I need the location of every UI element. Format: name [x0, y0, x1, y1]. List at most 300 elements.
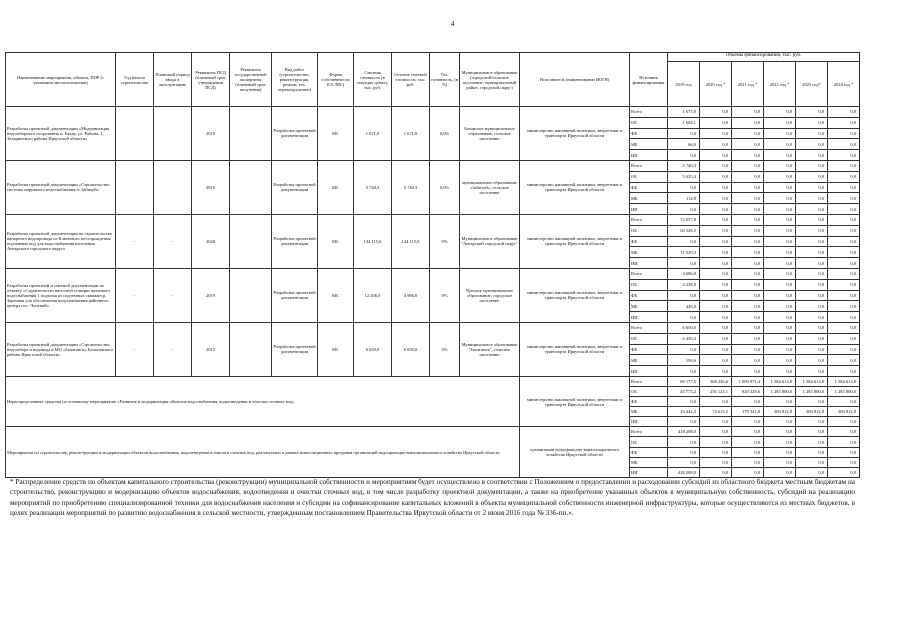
total-executor: министерство жилищной политики, энергетики и транспорта Иркутской области — [520, 376, 630, 426]
value-cell: 0,0 — [764, 312, 796, 323]
object-ownership: МС — [318, 160, 354, 214]
value-cell: 0,0 — [828, 247, 860, 258]
value-cell: 0,0 — [764, 279, 796, 290]
source-label: ИИ — [630, 366, 668, 377]
total-name: Мероприятия по строительству, реконструкции и модернизации объектов водоснабжения, водоотведения и очистки сточных вод, реализуемых в рамках инвестиционных программ организаций водопроводно-канализационного хозяйства Иркутской области — [6, 427, 520, 477]
object-executor: министерство жилищной политики, энергетики и транспорта Иркутской области — [520, 214, 630, 268]
value-cell: 1 584 612,8 — [796, 376, 828, 386]
header-commission: Плановый период ввода в эксплуатацию — [154, 53, 192, 107]
object-work-type: Разработка проектной документации — [272, 268, 318, 322]
value-cell: 0,0 — [828, 117, 860, 128]
value-cell: 0,0 — [700, 366, 732, 377]
object-remaining: 5 740,3 — [392, 160, 430, 214]
value-cell: 0,0 — [796, 171, 828, 182]
value-cell: 0,0 — [828, 366, 860, 377]
value-cell: 0,0 — [732, 279, 764, 290]
value-cell: 0,0 — [828, 279, 860, 290]
source-label: МБ — [630, 247, 668, 258]
value-cell: 300 812,8 — [764, 407, 796, 417]
value-cell: 0,0 — [828, 344, 860, 355]
value-cell: 0,0 — [796, 417, 828, 427]
value-cell: 0,0 — [764, 322, 796, 333]
value-cell: 0,0 — [700, 333, 732, 344]
value-cell: 0,0 — [764, 268, 796, 279]
object-readiness: 0% — [430, 268, 460, 322]
value-cell: 1 283 800,0 — [764, 387, 796, 397]
value-cell: 0,0 — [796, 258, 828, 269]
value-cell: 0,0 — [796, 236, 828, 247]
value-cell: 0,0 — [732, 312, 764, 323]
value-cell: 0,0 — [828, 417, 860, 427]
value-cell: 0,0 — [668, 344, 700, 355]
value-cell: 0,0 — [796, 290, 828, 301]
value-cell: 6 450,4 — [668, 333, 700, 344]
object-psd-year: 2019 — [192, 268, 230, 322]
value-cell: 0,0 — [828, 139, 860, 150]
object-remaining: 6 650,0 — [392, 322, 430, 376]
source-label: Всего — [630, 427, 668, 437]
source-label: Всего — [630, 107, 668, 118]
object-executor: министерство жилищной политики, энергетики и транспорта Иркутской области — [520, 107, 630, 161]
value-cell: 0,0 — [700, 312, 732, 323]
value-cell: 0,0 — [668, 128, 700, 139]
object-commission: - — [154, 214, 192, 268]
value-cell: 0,0 — [732, 290, 764, 301]
value-cell: 300 812,8 — [796, 407, 828, 417]
source-label: ОБ — [630, 387, 668, 397]
value-cell: 0,0 — [764, 417, 796, 427]
value-cell: 0,0 — [796, 312, 828, 323]
value-cell: 0,0 — [764, 160, 796, 171]
value-cell: 0,0 — [732, 182, 764, 193]
value-cell: 0,0 — [764, 457, 796, 467]
source-label: МБ — [630, 193, 668, 204]
value-cell: 0,0 — [796, 247, 828, 258]
value-cell: 256 121,1 — [700, 387, 732, 397]
object-expertise — [230, 268, 272, 322]
object-start-year: - — [116, 268, 154, 322]
object-psd-year: 2019 — [192, 107, 230, 161]
object-executor: министерство жилищной политики, энергетики и транспорта Иркутской области — [520, 322, 630, 376]
value-cell: 0,0 — [828, 236, 860, 247]
value-cell: 0,0 — [828, 301, 860, 312]
object-readiness: 0,0% — [430, 107, 460, 161]
value-cell: 0,0 — [700, 417, 732, 427]
value-cell: 0,0 — [700, 171, 732, 182]
value-cell: 0,0 — [668, 447, 700, 457]
object-cost: 1 671,0 — [354, 107, 392, 161]
object-mo: Муниципальное образование "Балаганск", сельское поселение — [460, 322, 520, 376]
value-cell: 0,0 — [828, 355, 860, 366]
value-cell: 0,0 — [732, 437, 764, 447]
value-cell: 0,0 — [764, 139, 796, 150]
value-cell: 0,0 — [796, 333, 828, 344]
object-commission: - — [154, 322, 192, 376]
value-cell: 0,0 — [700, 258, 732, 269]
object-name: Разработка проектной документации «Строительство водозабора и водовода в МО «Балаганск» Балаганского района Иркутской области» — [6, 322, 116, 376]
header-remaining: Остаток сметной стоимости, тыс. руб. — [392, 53, 430, 107]
header-start-year: Год начала строительства — [116, 53, 154, 107]
object-mo: муниципальное образование «Забитуй», сельское поселение — [460, 160, 520, 214]
object-work-type: Разработка проектной документации — [272, 322, 318, 376]
value-cell: 72 057,8 — [668, 214, 700, 225]
value-cell: 0,0 — [700, 427, 732, 437]
value-cell: 0,0 — [668, 258, 700, 269]
object-work-type: Разработка проектной документации — [272, 160, 318, 214]
value-cell: 0,0 — [796, 427, 828, 437]
object-name: Разработка проектной и сметной документации по объекту «Строительство насосной станции питьевого водоснабжения 1 подъема из подземных скважин р. Заречная для обеспечения водоснабжения районного центра пос. Чунский» — [6, 268, 116, 322]
page-number: 4 — [450, 20, 455, 28]
value-cell: 0,0 — [796, 204, 828, 215]
value-cell: 0,0 — [700, 344, 732, 355]
value-cell: 0,0 — [796, 437, 828, 447]
object-psd-year: 2015 — [192, 322, 230, 376]
value-cell: 0,0 — [700, 247, 732, 258]
header-year-2024: 2024 год * — [828, 62, 860, 107]
value-cell: 0,0 — [764, 107, 796, 118]
source-label: ФБ — [630, 236, 668, 247]
header-executor: Исполнитель (наименование ИОГВ) — [520, 53, 630, 107]
header-volumes: Объемы финансирования, тыс. руб. — [668, 53, 860, 62]
source-label: ОБ — [630, 171, 668, 182]
value-cell: 114,9 — [668, 193, 700, 204]
value-cell: 23 444,3 — [668, 407, 700, 417]
value-cell: 0,0 — [668, 290, 700, 301]
source-label: МБ — [630, 301, 668, 312]
source-label: ОБ — [630, 279, 668, 290]
table-row — [6, 376, 860, 386]
value-cell: 0,0 — [764, 467, 796, 477]
header-year-2021: 2021 год * — [732, 62, 764, 107]
table-row — [6, 322, 860, 333]
value-cell: 0,0 — [700, 437, 732, 447]
value-cell: 0,0 — [828, 312, 860, 323]
object-start-year — [116, 160, 154, 214]
value-cell: 0,0 — [732, 467, 764, 477]
value-cell: 5 740,3 — [668, 160, 700, 171]
value-cell: 0,0 — [764, 447, 796, 457]
total-name: Нераспределенные средства по основному мероприятию «Развитие и модернизация объектов водоснабжения, водоотведения и очистки сточных вод» — [6, 376, 520, 426]
value-cell: 368 236,6 — [700, 376, 732, 386]
value-cell: 0,0 — [796, 150, 828, 161]
value-cell: 0,0 — [732, 258, 764, 269]
value-cell: 0,0 — [764, 117, 796, 128]
value-cell: 0,0 — [764, 247, 796, 258]
source-label: ФБ — [630, 397, 668, 407]
value-cell: 1 009 971,4 — [732, 376, 764, 386]
value-cell: 0,0 — [764, 225, 796, 236]
financing-table — [5, 52, 860, 478]
object-expertise — [230, 322, 272, 376]
value-cell: 0,0 — [764, 258, 796, 269]
value-cell: 0,0 — [732, 344, 764, 355]
source-label: ИИ — [630, 312, 668, 323]
object-cost: 12 206,0 — [354, 268, 392, 322]
value-cell: 0,0 — [700, 279, 732, 290]
object-start-year — [116, 107, 154, 161]
value-cell: 0,0 — [764, 397, 796, 407]
value-cell: 0,0 — [700, 236, 732, 247]
object-commission — [154, 160, 192, 214]
value-cell: 0,0 — [828, 467, 860, 477]
value-cell: 0,0 — [796, 301, 828, 312]
value-cell: 0,0 — [764, 344, 796, 355]
value-cell: 0,0 — [764, 437, 796, 447]
object-expertise — [230, 214, 272, 268]
value-cell: 0,0 — [700, 225, 732, 236]
value-cell: 0,0 — [732, 397, 764, 407]
source-label: МБ — [630, 139, 668, 150]
value-cell: 0,0 — [732, 333, 764, 344]
value-cell: 0,0 — [732, 214, 764, 225]
value-cell: 0,0 — [700, 457, 732, 467]
value-cell: 0,0 — [700, 301, 732, 312]
value-cell: 5 625,4 — [668, 171, 700, 182]
source-label: Всего — [630, 268, 668, 279]
value-cell: 0,0 — [732, 225, 764, 236]
value-cell: 0,0 — [764, 150, 796, 161]
value-cell: 0,0 — [828, 427, 860, 437]
object-ownership: МС — [318, 322, 354, 376]
value-cell: 0,0 — [668, 312, 700, 323]
value-cell: 0,0 — [796, 322, 828, 333]
value-cell: 0,0 — [796, 279, 828, 290]
source-label: ИИ — [630, 204, 668, 215]
value-cell: 0,0 — [828, 214, 860, 225]
value-cell: 1 671,0 — [668, 107, 700, 118]
value-cell: 0,0 — [764, 301, 796, 312]
value-cell: 0,0 — [732, 193, 764, 204]
object-remaining: 144 115,6 — [392, 214, 430, 268]
source-label: ИИ — [630, 150, 668, 161]
value-cell: 0,0 — [732, 268, 764, 279]
value-cell: 0,0 — [764, 427, 796, 437]
value-cell: 0,0 — [828, 150, 860, 161]
value-cell: 0,0 — [796, 225, 828, 236]
source-label: ИИ — [630, 467, 668, 477]
object-executor: министерство жилищной политики, энергетики и транспорта Иркутской области — [520, 268, 630, 322]
value-cell: 0,0 — [700, 447, 732, 457]
value-cell: 0,0 — [828, 160, 860, 171]
value-cell: 0,0 — [732, 236, 764, 247]
value-cell: 1 584 612,8 — [764, 376, 796, 386]
header-name: Наименование мероприятия, объекта, ППР (с указанием местоположения) — [6, 53, 116, 107]
table-row — [6, 107, 860, 118]
value-cell: 0,0 — [732, 457, 764, 467]
value-cell: 0,0 — [828, 193, 860, 204]
value-cell: 0,0 — [828, 182, 860, 193]
object-readiness: 0,0% — [430, 160, 460, 214]
value-cell: 0,0 — [732, 355, 764, 366]
object-commission: - — [154, 268, 192, 322]
value-cell: 0,0 — [796, 160, 828, 171]
value-cell: 0,0 — [700, 160, 732, 171]
value-cell: 0,0 — [764, 355, 796, 366]
object-expertise — [230, 107, 272, 161]
value-cell: 74 615,5 — [700, 407, 732, 417]
header-ownership: Форма собственности (ОС/МС) — [318, 53, 354, 107]
value-cell: 0,0 — [732, 247, 764, 258]
value-cell: 0,0 — [668, 182, 700, 193]
value-cell: 0,0 — [764, 204, 796, 215]
value-cell: 0,0 — [700, 214, 732, 225]
value-cell: 0,0 — [764, 290, 796, 301]
object-psd-year: 2019 — [192, 160, 230, 214]
value-cell: 0,0 — [700, 117, 732, 128]
table-row — [6, 268, 860, 279]
object-cost: 5 740,3 — [354, 160, 392, 214]
header-year-2020: 2020 год * — [700, 62, 732, 107]
value-cell: 0,0 — [700, 193, 732, 204]
value-cell: 0,0 — [828, 258, 860, 269]
value-cell: 0,0 — [732, 204, 764, 215]
value-cell: 4 686,0 — [668, 268, 700, 279]
object-cost: 6 650,0 — [354, 322, 392, 376]
value-cell: 300 812,8 — [828, 407, 860, 417]
source-label: Всего — [630, 322, 668, 333]
value-cell: 69 177,5 — [668, 376, 700, 386]
value-cell: 0,0 — [668, 437, 700, 447]
header-readiness: Тех. готовность, (в %) — [430, 53, 460, 107]
value-cell: 0,0 — [796, 397, 828, 407]
value-cell: 0,0 — [732, 322, 764, 333]
object-expertise — [230, 160, 272, 214]
value-cell: 0,0 — [796, 117, 828, 128]
value-cell: 45 773,2 — [668, 387, 700, 397]
value-cell: 0,0 — [732, 128, 764, 139]
value-cell: 199,6 — [668, 355, 700, 366]
total-executor: организации водопроводно-канализационного хозяйства Иркутской области — [520, 427, 630, 477]
value-cell: 0,0 — [668, 366, 700, 377]
header-year-2023: 2023 год* — [796, 62, 828, 107]
value-cell: 448,0 — [668, 301, 700, 312]
value-cell: 0,0 — [796, 128, 828, 139]
value-cell: 0,0 — [668, 236, 700, 247]
object-work-type: Разработка проектной документации — [272, 107, 318, 161]
header-expertise: Реквизиты государственной экспертизы (плановый срок получения) — [230, 53, 272, 107]
value-cell: 0,0 — [764, 182, 796, 193]
value-cell: 1 604,1 — [668, 117, 700, 128]
source-label: МБ — [630, 407, 668, 417]
value-cell: 0,0 — [732, 417, 764, 427]
value-cell: 0,0 — [668, 397, 700, 407]
value-cell: 0,0 — [700, 290, 732, 301]
value-cell: 0,0 — [732, 139, 764, 150]
value-cell: 0,0 — [828, 225, 860, 236]
value-cell: 0,0 — [732, 117, 764, 128]
source-label: ФБ — [630, 128, 668, 139]
value-cell: 0,0 — [764, 128, 796, 139]
value-cell: 0,0 — [764, 171, 796, 182]
value-cell: 0,0 — [732, 366, 764, 377]
header-year-2019: 2019 год — [668, 62, 700, 107]
value-cell: 0,0 — [700, 150, 732, 161]
value-cell: 0,0 — [732, 447, 764, 457]
value-cell: 0,0 — [796, 467, 828, 477]
value-cell: 0,0 — [796, 214, 828, 225]
value-cell: 1 283 800,0 — [796, 387, 828, 397]
source-label: Всего — [630, 160, 668, 171]
header-mo: Муниципальное образование (городской/сельское поселение, муниципальный район, городской округ) — [460, 53, 520, 107]
value-cell: 0,0 — [668, 417, 700, 427]
value-cell: 0,0 — [668, 204, 700, 215]
value-cell: 0,0 — [700, 355, 732, 366]
source-label: ОБ — [630, 117, 668, 128]
value-cell: 0,0 — [700, 182, 732, 193]
value-cell: 0,0 — [796, 457, 828, 467]
header-source: Источник финансирования — [630, 53, 668, 107]
value-cell: 0,0 — [668, 150, 700, 161]
value-cell: 0,0 — [764, 366, 796, 377]
value-cell: 418 208,0 — [668, 467, 700, 477]
value-cell: 0,0 — [828, 397, 860, 407]
object-start-year: - — [116, 214, 154, 268]
value-cell: 0,0 — [796, 366, 828, 377]
source-label: ОБ — [630, 333, 668, 344]
object-remaining: 4 986,0 — [392, 268, 430, 322]
value-cell: 0,0 — [700, 467, 732, 477]
value-cell: 0,0 — [796, 447, 828, 457]
source-label: ФБ — [630, 447, 668, 457]
value-cell: 66,9 — [668, 139, 700, 150]
footnote: * Распределение средств по объектам капитального строительства (реконструкции) муниципальной собственности и мероприятиям будет осуществлено в соответствии с Положением о предоставлении и расходовании субсидий из областного бюджета местным бюджетам на строительство, реконструкцию и модернизацию объектов водоснабжения, водоотведения и очистки сточных вод, в том числе разработку проектной документации, а также на приобретение указанных объектов в муниципальную собственность, субсидий на реализацию мероприятий по приобретению специализированной техники для водоснабжения населения и субсидии на софинансирование капитальных вложений в объекты муниципальной собственности инженерной инфраструктуры, которые осуществляются из местных бюджетов, в целях реализации мероприятий по развитию водоснабжения в сельской местности, утвержденным постановлением Правительства Иркутской области от 2 июня 2016 года № 336-пп.». — [10, 478, 855, 518]
object-mo: Чунское муниципальное образование, городское поселение — [460, 268, 520, 322]
table-row — [6, 427, 860, 437]
value-cell: 0,0 — [828, 204, 860, 215]
value-cell: 0,0 — [828, 171, 860, 182]
value-cell: 418 208,0 — [668, 427, 700, 437]
value-cell: 0,0 — [796, 107, 828, 118]
value-cell: 0,0 — [828, 447, 860, 457]
object-readiness: 0% — [430, 214, 460, 268]
value-cell: 0,0 — [700, 128, 732, 139]
object-psd-year: 2020 — [192, 214, 230, 268]
value-cell: 0,0 — [828, 457, 860, 467]
header-work-type: Вид работ (строительство, реконструкция, ремонт, тех. перевооружение) — [272, 53, 318, 107]
object-name: Разработка проектной документации «Строительство системы наружного водоснабжения п. Забитуй» — [6, 160, 116, 214]
value-cell: 0,0 — [700, 322, 732, 333]
source-label: Всего — [630, 376, 668, 386]
object-ownership: МС — [318, 107, 354, 161]
value-cell: 0,0 — [700, 268, 732, 279]
object-start-year: - — [116, 322, 154, 376]
value-cell: 0,0 — [828, 322, 860, 333]
value-cell: 0,0 — [828, 333, 860, 344]
source-label: ИИ — [630, 258, 668, 269]
object-mo: Бахарское муниципальное образование, сельское поселение — [460, 107, 520, 161]
table-row — [6, 160, 860, 171]
value-cell: 0,0 — [796, 355, 828, 366]
object-executor: министерство жилищной политики, энергетики и транспорта Иркутской области — [520, 160, 630, 214]
value-cell: 0,0 — [828, 437, 860, 447]
source-label: ИИ — [630, 417, 668, 427]
source-label: ОБ — [630, 225, 668, 236]
value-cell: 0,0 — [796, 344, 828, 355]
value-cell: 0,0 — [732, 171, 764, 182]
object-readiness: 0% — [430, 322, 460, 376]
header-year-2022: 2022 год * — [764, 62, 796, 107]
value-cell: 11 529,3 — [668, 247, 700, 258]
object-work-type: Разработка проектной документации — [272, 214, 318, 268]
value-cell: 0,0 — [700, 204, 732, 215]
source-label: ФБ — [630, 290, 668, 301]
value-cell: 0,0 — [732, 150, 764, 161]
value-cell: 0,0 — [700, 107, 732, 118]
value-cell: 0,0 — [764, 193, 796, 204]
value-cell: 829 329,6 — [732, 387, 764, 397]
value-cell: 0,0 — [732, 107, 764, 118]
object-mo: Муниципальное образование "Ангарский городской округ" — [460, 214, 520, 268]
